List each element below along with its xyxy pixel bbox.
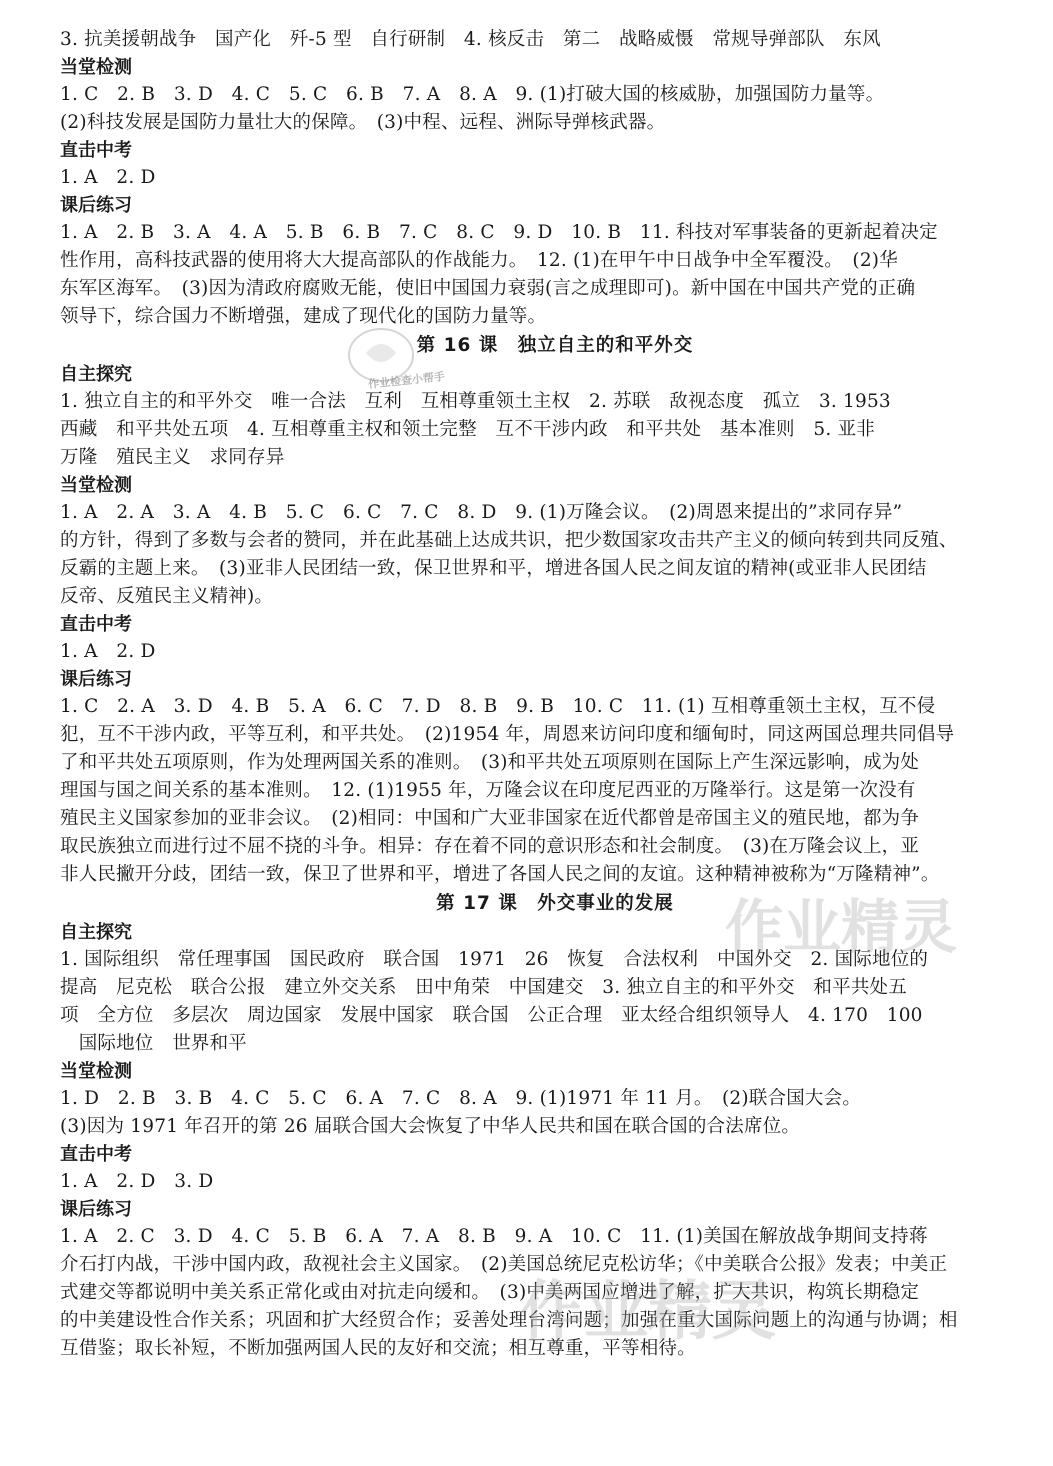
section-heading-zhiji: 直击中考 bbox=[60, 1144, 132, 1165]
answer-line: 1. 国际组织 常任理事国 国民政府 联合国 1971 26 恢复 合法权利 中国外交 2. 国际地位的 bbox=[60, 949, 929, 970]
answer-line: 互借鉴；取长补短，不断加强两国人民的友好和交流；相互尊重，平等相待。 bbox=[60, 1338, 696, 1359]
answer-line: 领导下，综合国力不断增强，建成了现代化的国防力量等。 bbox=[60, 306, 547, 327]
answer-line: 提高 尼克松 联合公报 建立外交关系 田中角荣 中国建交 3. 独立自主的和平外交 和平共处五 bbox=[60, 977, 907, 998]
answer-line: 性作用，高科技武器的使用将大大提高部队的作战能力。 12. (1)在甲午中日战争中全军覆没。 (2)华 bbox=[60, 250, 898, 271]
answer-line: 国际地位 世界和平 bbox=[60, 1033, 248, 1054]
section-body bbox=[60, 81, 980, 137]
section-heading-zizhu: 自主探究 bbox=[60, 364, 132, 385]
answer-line: 式建交等都说明中美关系正常化或由对抗走向缓和。 (3)中美两国应增进了解，扩大共识，构筑长期稳定 bbox=[60, 1282, 920, 1303]
answer-line: 非人民撇开分歧，团结一致，保卫了世界和平，增进了各国人民之间的友谊。这种精神被称为“万隆精神”。 bbox=[60, 864, 940, 885]
section-heading-dangtang: 当堂检测 bbox=[60, 475, 132, 496]
lesson-17-title: 第 17 课 外交事业的发展 bbox=[436, 893, 674, 914]
answer-line: 1. A 2. D bbox=[60, 641, 156, 662]
answer-line: 的中美建设性合作关系；巩固和扩大经贸合作；妥善处理台湾问题；加强在重大国际问题上的沟通与协调；相 bbox=[60, 1310, 958, 1331]
answer-line: 了和平共处五项原则，作为处理两国关系的准则。 (3)和平共处五项原则在国际上产生深远影响，成为处 bbox=[60, 752, 920, 773]
answer-line: 项 全方位 多层次 周边国家 发展中国家 联合国 公正合理 亚太经合组织领导人 4. 170 100 bbox=[60, 1005, 923, 1026]
watermark-text: 作业精灵 bbox=[520, 1275, 776, 1349]
answer-line: 万隆 殖民主义 求同存异 bbox=[60, 447, 285, 468]
section-heading-kehou: 课后练习 bbox=[60, 669, 132, 690]
answer-line: 东军区海军。 (3)因为清政府腐败无能，使旧中国国力衰弱(言之成理即可)。新中国在中国共产党的正确 bbox=[60, 278, 916, 299]
answer-line: (2)科技发展是国防力量壮大的保障。 (3)中程、远程、洲际导弹核武器。 bbox=[60, 112, 666, 133]
answer-line: 1. C 2. B 3. D 4. C 5. C 6. B 7. A 8. A 9. (1)打破大国的核威胁，加强国防力量等。 bbox=[60, 84, 885, 105]
answer-line: 1. A 2. D bbox=[60, 167, 156, 188]
answer-line: 1. 独立自主的和平外交 唯一合法 互利 互相尊重领土主权 2. 苏联 敌视态度 孤立 3. 1953 bbox=[60, 391, 891, 412]
answer-line: 取民族独立而进行过不屈不挠的斗争。相异：存在着不同的意识形态和社会制度。 (3)在万隆会议上，亚 bbox=[60, 836, 920, 857]
section-body bbox=[60, 219, 980, 331]
answer-line: 1. A 2. A 3. A 4. B 5. C 6. C 7. C 8. D 9. (1)万隆会议。 (2)周恩来提出的”求同存异” bbox=[60, 502, 903, 523]
section-heading-zhiji: 直击中考 bbox=[60, 140, 132, 161]
section-heading-zhiji: 直击中考 bbox=[60, 614, 132, 635]
watermark-stamp-text: 作业检查小帮手 bbox=[367, 370, 446, 391]
section-body bbox=[60, 1223, 980, 1363]
answer-line: 殖民主义国家参加的亚非会议。 (2)相同：中国和广大亚非国家在近代都曾是帝国主义的殖民地，都为争 bbox=[60, 808, 920, 829]
answer-line: 1. C 2. A 3. D 4. B 5. A 6. C 7. D 8. B 9. B 10. C 11. (1) 互相尊重领土主权，互不侵 bbox=[60, 696, 936, 717]
section-heading-dangtang: 当堂检测 bbox=[60, 57, 132, 78]
answer-line: 西藏 和平共处五项 4. 互相尊重主权和领土完整 互不干涉内政 和平共处 基本准则 5. 亚非 bbox=[60, 419, 875, 440]
watermark-text: 作业精灵 bbox=[725, 893, 958, 961]
answer-line: 介石打内战，干涉中国内政，敌视社会主义国家。 (2)美国总统尼克松访华；《中美联合公报》发表；中美正 bbox=[60, 1254, 948, 1275]
answer-line: 的方针，得到了多数与会者的赞同，并在此基础上达成共识，把少数国家攻击共产主义的倾向转到共同反殖、 bbox=[60, 530, 958, 551]
answer-page bbox=[60, 26, 980, 1363]
section-body bbox=[60, 1085, 980, 1141]
answer-line: 反帝、反殖民主义精神)。 bbox=[60, 586, 274, 607]
answer-line: 犯，互不干涉内政，平等互利，和平共处。 (2)1954 年，周恩来访问印度和缅甸时，同这两国总理共同倡导 bbox=[60, 724, 955, 745]
section-heading-kehou: 课后练习 bbox=[60, 195, 132, 216]
answer-line: 1. A 2. C 3. D 4. C 5. B 6. A 7. A 8. B 9. A 10. C 11. (1)美国在解放战争期间支持蒋 bbox=[60, 1226, 928, 1247]
section-body bbox=[60, 693, 980, 889]
section-heading-zizhu: 自主探究 bbox=[60, 922, 132, 943]
section-heading-kehou: 课后练习 bbox=[60, 1199, 132, 1220]
answer-line: 1. A 2. B 3. A 4. A 5. B 6. B 7. C 8. C 9. D 10. B 11. 科技对军事装备的更新起着决定 bbox=[60, 222, 938, 243]
answer-line: 3. 抗美援朝战争 国产化 歼-5 型 自行研制 4. 核反击 第二 战略威慑 常规导弹部队 东风 bbox=[60, 29, 881, 50]
answer-line: (3)因为 1971 年召开的第 26 届联合国大会恢复了中华人民共和国在联合国的合法席位。 bbox=[60, 1116, 801, 1137]
section-body bbox=[60, 388, 980, 472]
answer-line: 1. D 2. B 3. B 4. C 5. C 6. A 7. C 8. A 9. (1)1971 年 11 月。 (2)联合国大会。 bbox=[60, 1088, 862, 1109]
answer-line: 反霸的主题上来。 (3)亚非人民团结一致，保卫世界和平，增进各国人民之间友谊的精神(或亚非人民团结 bbox=[60, 558, 927, 579]
answer-line: 1. A 2. D 3. D bbox=[60, 1171, 214, 1192]
section-body bbox=[60, 499, 980, 611]
section-body bbox=[60, 946, 980, 1058]
section-heading-dangtang: 当堂检测 bbox=[60, 1061, 132, 1082]
answer-line: 理国与国之间关系的基本准则。 12. (1)1955 年，万隆会议在印度尼西亚的万隆举行。这是第一次没有 bbox=[60, 780, 916, 801]
lesson-16-title: 第 16 课 独立自主的和平外交 bbox=[416, 335, 694, 356]
